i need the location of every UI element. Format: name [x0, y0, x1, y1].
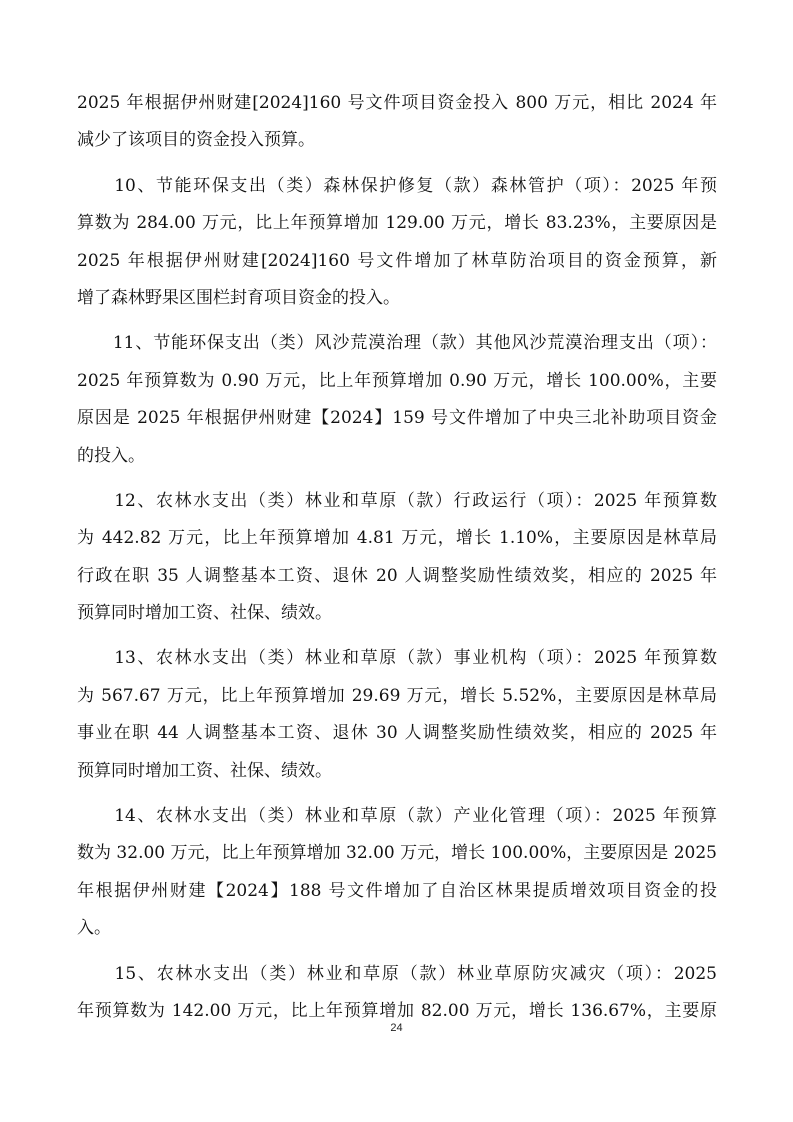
text-line: 2025 年根据伊州财建[2024]160 号文件增加了林草防治项目的资金预算，新 [77, 250, 717, 271]
text-line: 的投入。 [77, 445, 145, 466]
text-line: 增了森林野果区围栏封育项目资金的投入。 [77, 287, 400, 308]
paragraph-item-12 [77, 483, 717, 633]
paragraph-item-13 [77, 640, 717, 790]
page-number: 24 [390, 1022, 403, 1034]
paragraph-item-10 [77, 168, 717, 318]
body-text [77, 85, 717, 1030]
text-line: 预算同时增加工资、社保、绩效。 [77, 760, 332, 781]
text-line: 减少了该项目的资金投入预算。 [77, 130, 315, 151]
text-line: 2025 年根据伊州财建[2024]160 号文件项目资金投入 800 万元，相比 2024 年 [77, 93, 717, 113]
text-line: 13、农林水支出（类）林业和草原（款）事业机构（项）：2025 年预算数 [77, 648, 717, 669]
text-line: 事业在职 44 人调整基本工资、退休 30 人调整奖励性绩效奖，相应的 2025 年 [77, 723, 717, 744]
text-line: 行政在职 35 人调整基本工资、退休 20 人调整奖励性绩效奖，相应的 2025 年 [77, 565, 717, 586]
text-line: 算数为 284.00 万元，比上年预算增加 129.00 万元，增长 83.23%，主要原因是 [77, 213, 717, 234]
text-line: 预算同时增加工资、社保、绩效。 [77, 603, 332, 624]
text-line: 11、节能环保支出（类）风沙荒漠治理（款）其他风沙荒漠治理支出（项）： [77, 333, 717, 354]
text-line: 10、节能环保支出（类）森林保护修复（款）森林管护（项）：2025 年预 [77, 175, 717, 196]
text-line: 年预算数为 142.00 万元，比上年预算增加 82.00 万元，增长 136.67%，主要原 [77, 1000, 717, 1021]
paragraph-item-14 [77, 798, 717, 948]
text-line: 为 567.67 万元，比上年预算增加 29.69 万元，增长 5.52%，主要原因是林草局 [77, 685, 717, 706]
text-line: 15、农林水支出（类）林业和草原（款）林业草原防灾减灾（项）：2025 [77, 963, 717, 984]
text-line: 原因是 2025 年根据伊州财建【2024】159 号文件增加了中央三北补助项目资金 [77, 408, 717, 429]
text-line: 入。 [77, 918, 111, 939]
paragraph-item-11 [77, 325, 717, 475]
paragraph [77, 85, 717, 160]
text-line: 年根据伊州财建【2024】188 号文件增加了自治区林果提质增效项目资金的投 [77, 880, 717, 901]
text-line: 为 442.82 万元，比上年预算增加 4.81 万元，增长 1.10%，主要原因是林草局 [77, 528, 717, 549]
paragraph-item-15 [77, 956, 717, 1031]
text-line: 2025 年预算数为 0.90 万元，比上年预算增加 0.90 万元，增长 100.00%，主要 [77, 370, 717, 391]
text-line: 14、农林水支出（类）林业和草原（款）产业化管理（项）：2025 年预算 [77, 806, 717, 827]
text-line: 数为 32.00 万元，比上年预算增加 32.00 万元，增长 100.00%，主要原因是 2025 [77, 843, 717, 864]
text-line: 12、农林水支出（类）林业和草原（款）行政运行（项）：2025 年预算数 [77, 490, 717, 511]
